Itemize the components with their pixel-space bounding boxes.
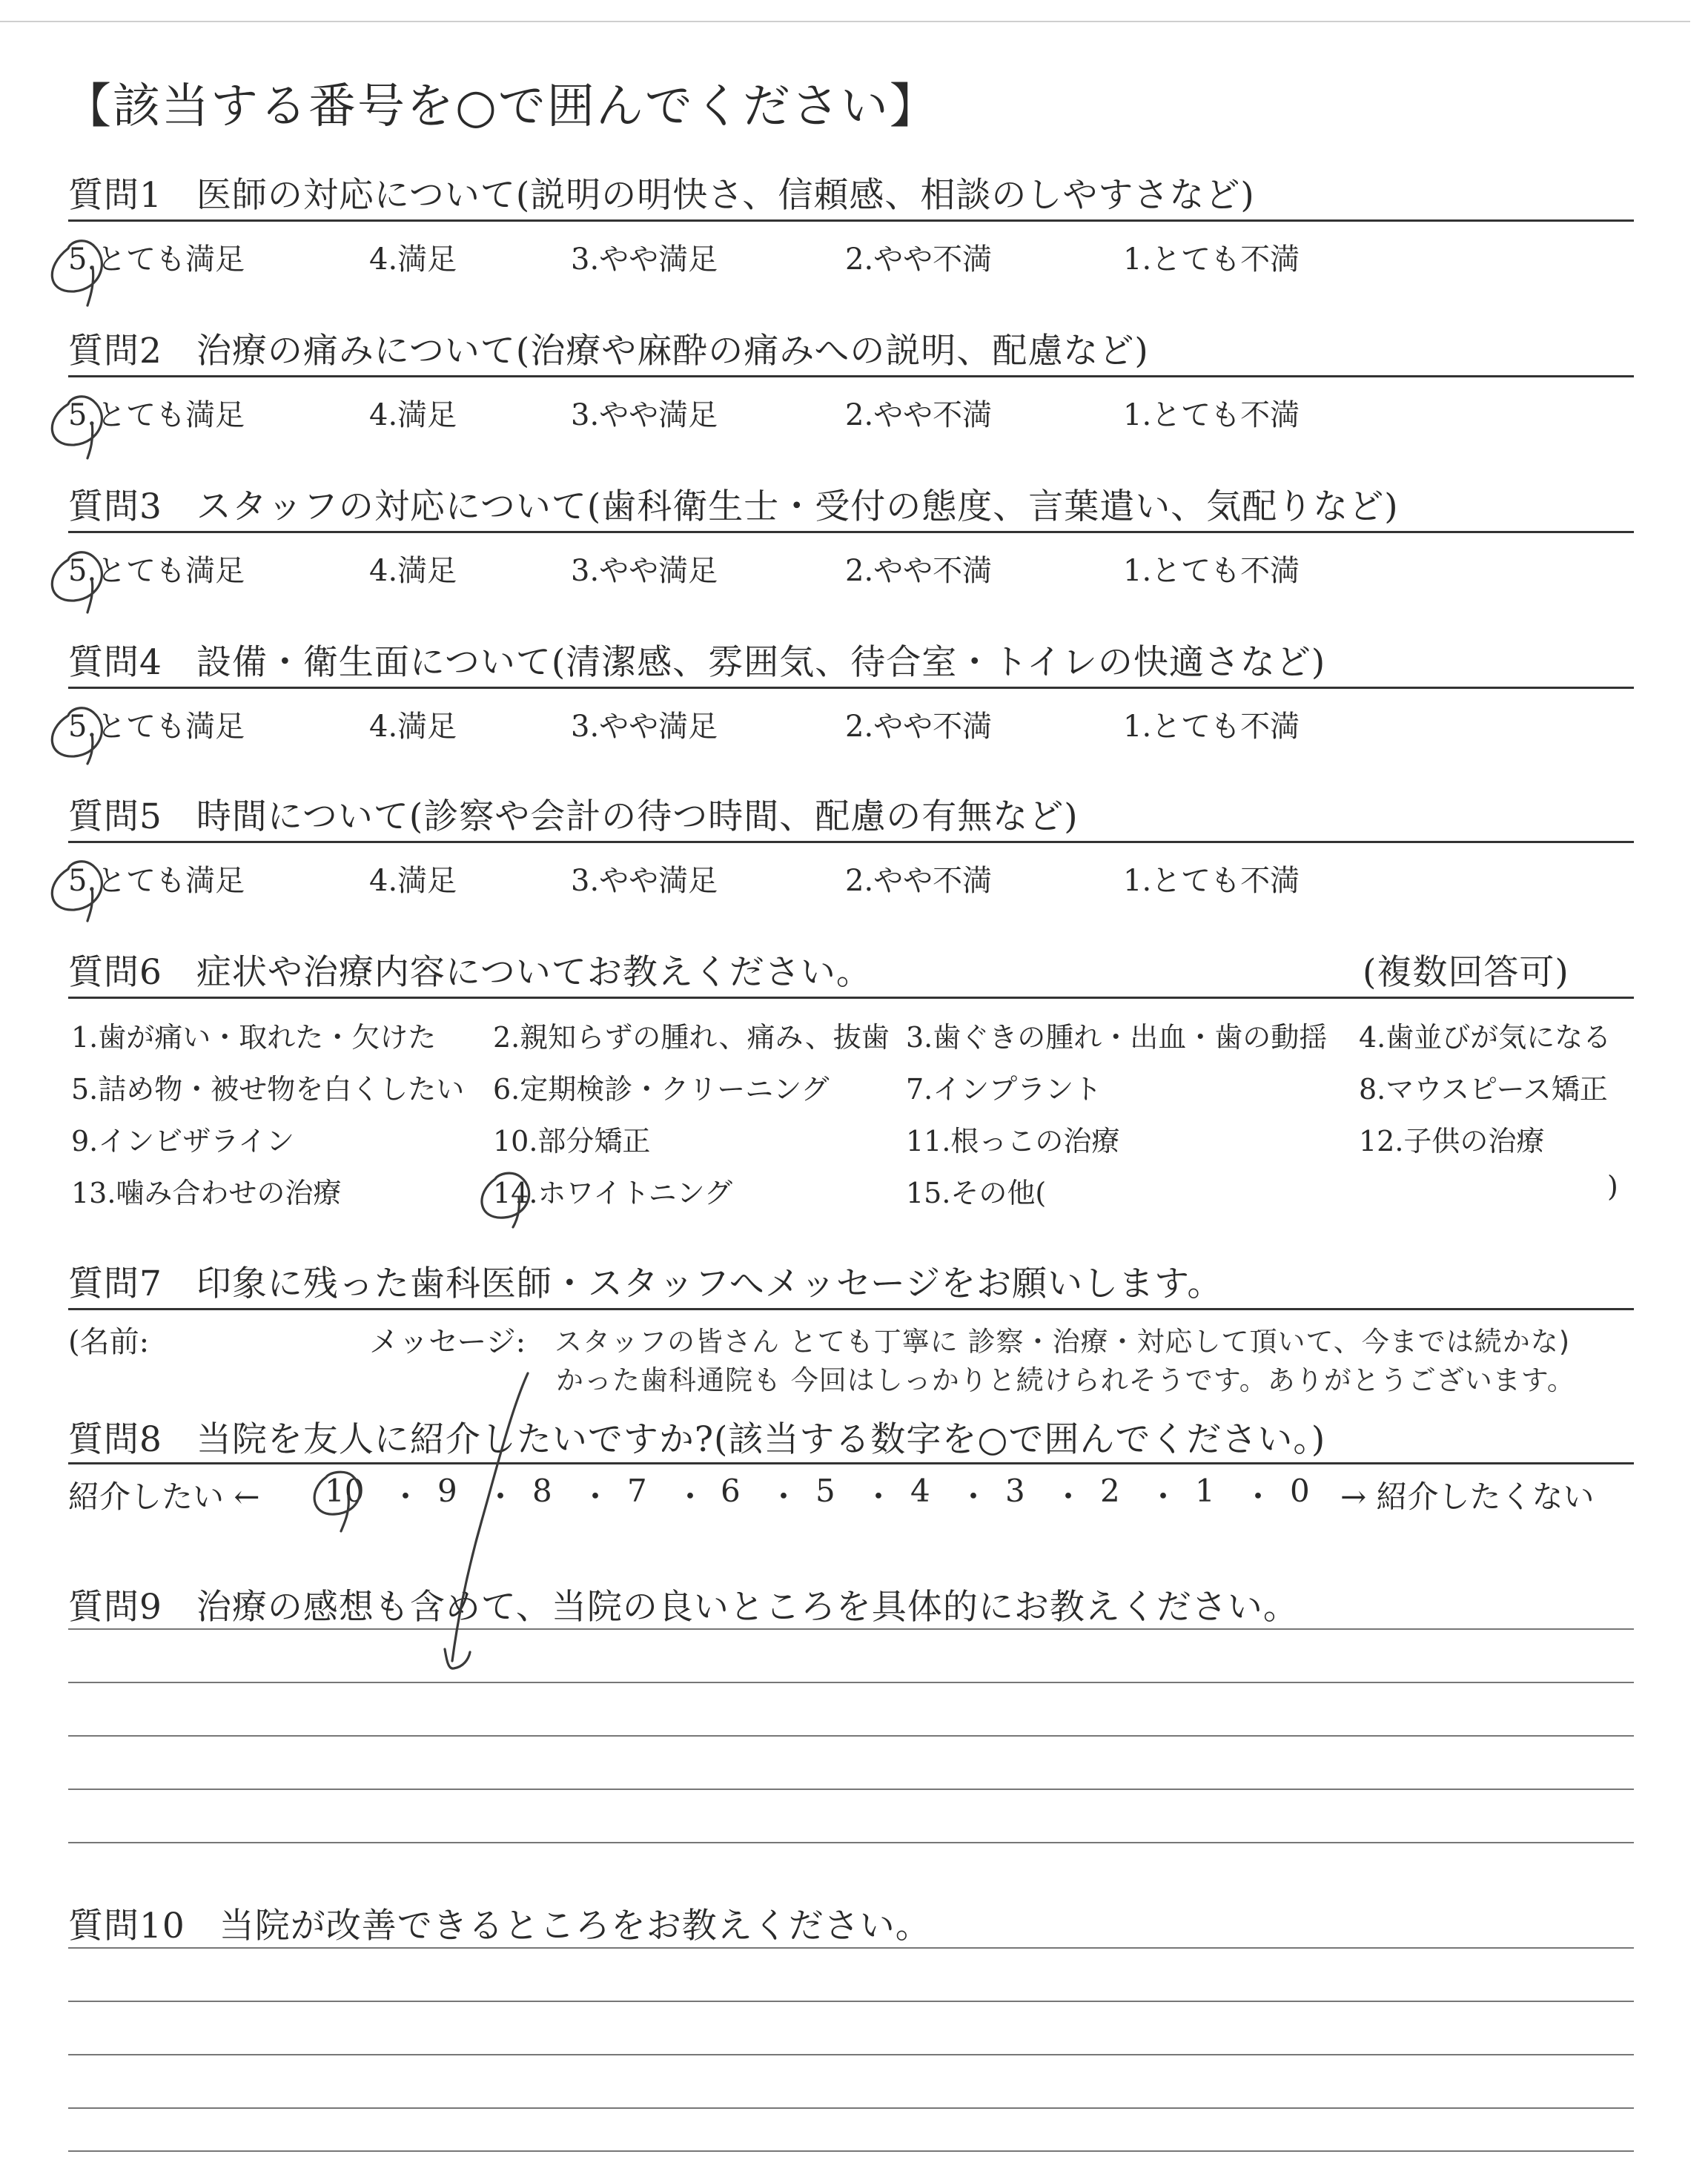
q5-option-3[interactable]: 3.やや満足 bbox=[571, 864, 718, 898]
q4-option-5[interactable]: 5.とても満足 bbox=[68, 710, 245, 744]
q1-option-3[interactable]: 3.やや満足 bbox=[571, 242, 718, 277]
question-5 bbox=[68, 789, 1079, 839]
q6-option-4[interactable]: 4.歯並びが気になる bbox=[1359, 1021, 1612, 1054]
scan-top-edge bbox=[0, 21, 1690, 22]
question-1-label: 質問1 bbox=[68, 175, 162, 216]
q6-option-15[interactable]: 15.その他( bbox=[906, 1177, 1047, 1209]
q1-option-2[interactable]: 2.やや不満 bbox=[845, 242, 993, 277]
question-6-note: (複数回答可) bbox=[1363, 952, 1569, 993]
q8-scale-separator: ・ bbox=[675, 1479, 706, 1515]
q6-option-2[interactable]: 2.親知らずの腫れ、痛み、抜歯 bbox=[493, 1021, 890, 1054]
question-4-label: 質問4 bbox=[68, 642, 162, 683]
question-9-label: 質問9 bbox=[68, 1587, 162, 1628]
q9-answer-line[interactable] bbox=[68, 1682, 1634, 1683]
question-3-rule bbox=[68, 531, 1634, 533]
question-2 bbox=[68, 323, 1149, 373]
q6-option-9[interactable]: 9.インビザライン bbox=[71, 1125, 295, 1157]
question-7-label: 質問7 bbox=[68, 1264, 162, 1304]
q6-option-6[interactable]: 6.定期検診・クリーニング bbox=[493, 1073, 830, 1106]
question-1-rule bbox=[68, 219, 1634, 222]
q2-option-5[interactable]: 5.とても満足 bbox=[68, 398, 245, 432]
question-8-text: 当院を友人に紹介したいですか?(該当する数字を○で囲んでください。) bbox=[196, 1419, 1326, 1460]
q8-scale-option-10[interactable]: 10 bbox=[325, 1473, 365, 1509]
q8-scale-option-9[interactable]: 9 bbox=[437, 1473, 457, 1509]
question-4 bbox=[68, 635, 1325, 684]
question-7-text: 印象に残った歯科医師・スタッフへメッセージをお願いします。 bbox=[196, 1264, 1223, 1304]
question-2-text: 治療の痛みについて(治療や麻酔の痛みへの説明、配慮など) bbox=[196, 331, 1149, 371]
q3-option-3[interactable]: 3.やや満足 bbox=[571, 554, 718, 588]
q6-option-14[interactable]: 14.ホワイトニング bbox=[493, 1177, 733, 1209]
q6-option-8[interactable]: 8.マウスピース矯正 bbox=[1359, 1073, 1608, 1106]
q4-option-1[interactable]: 1.とても不満 bbox=[1123, 710, 1300, 744]
q9-answer-line[interactable] bbox=[68, 1735, 1634, 1737]
q8-scale-option-6[interactable]: 6 bbox=[721, 1473, 741, 1509]
question-10-text: 当院が改善できるところをお教えください。 bbox=[219, 1906, 931, 1946]
question-3-label: 質問3 bbox=[68, 486, 162, 527]
q6-option-11[interactable]: 11.根っこの治療 bbox=[906, 1125, 1120, 1157]
question-1-text: 医師の対応について(説明の明快さ、信頼感、相談のしやすさなど) bbox=[196, 175, 1255, 216]
q3-option-1[interactable]: 1.とても不満 bbox=[1123, 554, 1300, 588]
question-5-text: 時間について(診察や会計の待つ時間、配慮の有無など) bbox=[196, 796, 1079, 837]
question-4-text: 設備・衛生面について(清潔感、雰囲気、待合室・トイレの快適さなど) bbox=[196, 642, 1326, 683]
q8-scale-separator: ・ bbox=[768, 1479, 800, 1515]
q6-option-12[interactable]: 12.子供の治療 bbox=[1359, 1125, 1545, 1157]
q8-scale-separator: ・ bbox=[863, 1479, 895, 1515]
q7-name-label: (名前: bbox=[68, 1325, 150, 1359]
q8-scale-separator: ・ bbox=[958, 1479, 990, 1515]
q1-option-4[interactable]: 4.満足 bbox=[369, 242, 457, 277]
q2-option-3[interactable]: 3.やや満足 bbox=[571, 398, 718, 432]
question-4-rule bbox=[68, 687, 1634, 689]
q10-answer-line[interactable] bbox=[68, 2054, 1634, 2055]
q3-option-5[interactable]: 5.とても満足 bbox=[68, 554, 245, 588]
q8-scale-option-3[interactable]: 3 bbox=[1005, 1473, 1025, 1509]
q8-left-label: 紹介したい ← bbox=[68, 1479, 260, 1515]
q2-option-1[interactable]: 1.とても不満 bbox=[1123, 398, 1300, 432]
q5-option-5[interactable]: 5.とても満足 bbox=[68, 864, 245, 898]
q6-option-13[interactable]: 13.噛み合わせの治療 bbox=[71, 1177, 342, 1209]
q8-scale-separator: ・ bbox=[1242, 1479, 1274, 1515]
q3-option-2[interactable]: 2.やや不満 bbox=[845, 554, 993, 588]
q3-option-4[interactable]: 4.満足 bbox=[369, 554, 457, 588]
q8-scale-option-4[interactable]: 4 bbox=[910, 1473, 930, 1509]
q6-option-15-close: ) bbox=[1607, 1170, 1618, 1203]
q1-option-5[interactable]: 5.とても満足 bbox=[68, 242, 245, 277]
question-10-label: 質問10 bbox=[68, 1906, 185, 1946]
q7-message-label: メッセージ: bbox=[369, 1325, 526, 1359]
question-6-text: 症状や治療内容についてお教えください。 bbox=[196, 952, 872, 993]
question-9-text: 治療の感想も含めて、当院の良いところを具体的にお教えください。 bbox=[196, 1587, 1299, 1628]
question-6 bbox=[68, 945, 872, 994]
q8-scale-separator: ・ bbox=[390, 1479, 422, 1515]
question-6-label: 質問6 bbox=[68, 952, 162, 993]
q7-message-handwriting-line-2: かった歯科通院も 今回はしっかりと続けられそうです。ありがとうございます。 bbox=[556, 1364, 1575, 1396]
question-7 bbox=[68, 1256, 1222, 1306]
q9-answer-line[interactable] bbox=[68, 1628, 1634, 1630]
q5-option-4[interactable]: 4.満足 bbox=[369, 864, 457, 898]
q8-scale-separator: ・ bbox=[1148, 1479, 1179, 1515]
q2-option-2[interactable]: 2.やや不満 bbox=[845, 398, 993, 432]
question-8 bbox=[68, 1412, 1325, 1462]
q8-scale-separator: ・ bbox=[485, 1479, 517, 1515]
q8-scale-option-5[interactable]: 5 bbox=[815, 1473, 835, 1509]
q8-scale-separator: ・ bbox=[1053, 1479, 1085, 1515]
page-title: 【該当する番号を○で囲んでください】 bbox=[64, 79, 939, 134]
q4-option-4[interactable]: 4.満足 bbox=[369, 710, 457, 744]
q8-scale-separator: ・ bbox=[580, 1479, 612, 1515]
q4-option-2[interactable]: 2.やや不満 bbox=[845, 710, 993, 744]
q5-option-1[interactable]: 1.とても不満 bbox=[1123, 864, 1300, 898]
question-3 bbox=[68, 479, 1399, 529]
question-7-rule bbox=[68, 1308, 1634, 1310]
question-10 bbox=[68, 1898, 931, 1948]
question-8-rule bbox=[68, 1462, 1634, 1464]
q6-option-5[interactable]: 5.詰め物・被せ物を白くしたい bbox=[71, 1073, 465, 1106]
q2-option-4[interactable]: 4.満足 bbox=[369, 398, 457, 432]
q8-scale-option-8[interactable]: 8 bbox=[532, 1473, 552, 1509]
question-2-label: 質問2 bbox=[68, 331, 162, 371]
q4-option-3[interactable]: 3.やや満足 bbox=[571, 710, 718, 744]
q10-answer-line[interactable] bbox=[68, 1947, 1634, 1949]
q6-option-3[interactable]: 3.歯ぐきの腫れ・出血・歯の動揺 bbox=[906, 1021, 1328, 1054]
q5-option-2[interactable]: 2.やや不満 bbox=[845, 864, 993, 898]
question-2-rule bbox=[68, 375, 1634, 377]
question-5-rule bbox=[68, 841, 1634, 843]
q8-scale-option-7[interactable]: 7 bbox=[627, 1473, 647, 1509]
q10-answer-line[interactable] bbox=[68, 2001, 1634, 2002]
q9-answer-line[interactable] bbox=[68, 1842, 1634, 1843]
question-1 bbox=[68, 168, 1255, 217]
question-8-label: 質問8 bbox=[68, 1419, 162, 1460]
q8-scale-option-1[interactable]: 1 bbox=[1195, 1473, 1215, 1509]
q9-answer-line[interactable] bbox=[68, 1789, 1634, 1790]
question-9 bbox=[68, 1579, 1299, 1629]
q8-scale-option-2[interactable]: 2 bbox=[1100, 1473, 1120, 1509]
q6-option-7[interactable]: 7.インプラント bbox=[906, 1073, 1102, 1106]
question-3-text: スタッフの対応について(歯科衛生士・受付の態度、言葉遣い、気配りなど) bbox=[196, 486, 1399, 527]
q10-answer-line[interactable] bbox=[68, 2107, 1634, 2109]
q1-option-1[interactable]: 1.とても不満 bbox=[1123, 242, 1300, 277]
question-5-label: 質問5 bbox=[68, 796, 162, 837]
q7-message-handwriting-line-1: スタッフの皆さん とても丁寧に 診察・治療・対応して頂いて、今までは続かな) bbox=[555, 1326, 1571, 1358]
q6-option-1[interactable]: 1.歯が痛い・取れた・欠けた bbox=[71, 1021, 437, 1054]
q8-scale-option-0[interactable]: 0 bbox=[1290, 1473, 1310, 1509]
q10-answer-line[interactable] bbox=[68, 2150, 1634, 2152]
q6-option-10[interactable]: 10.部分矯正 bbox=[493, 1125, 651, 1157]
question-6-rule bbox=[68, 997, 1634, 999]
q8-right-label: → 紹介したくない bbox=[1340, 1479, 1595, 1515]
